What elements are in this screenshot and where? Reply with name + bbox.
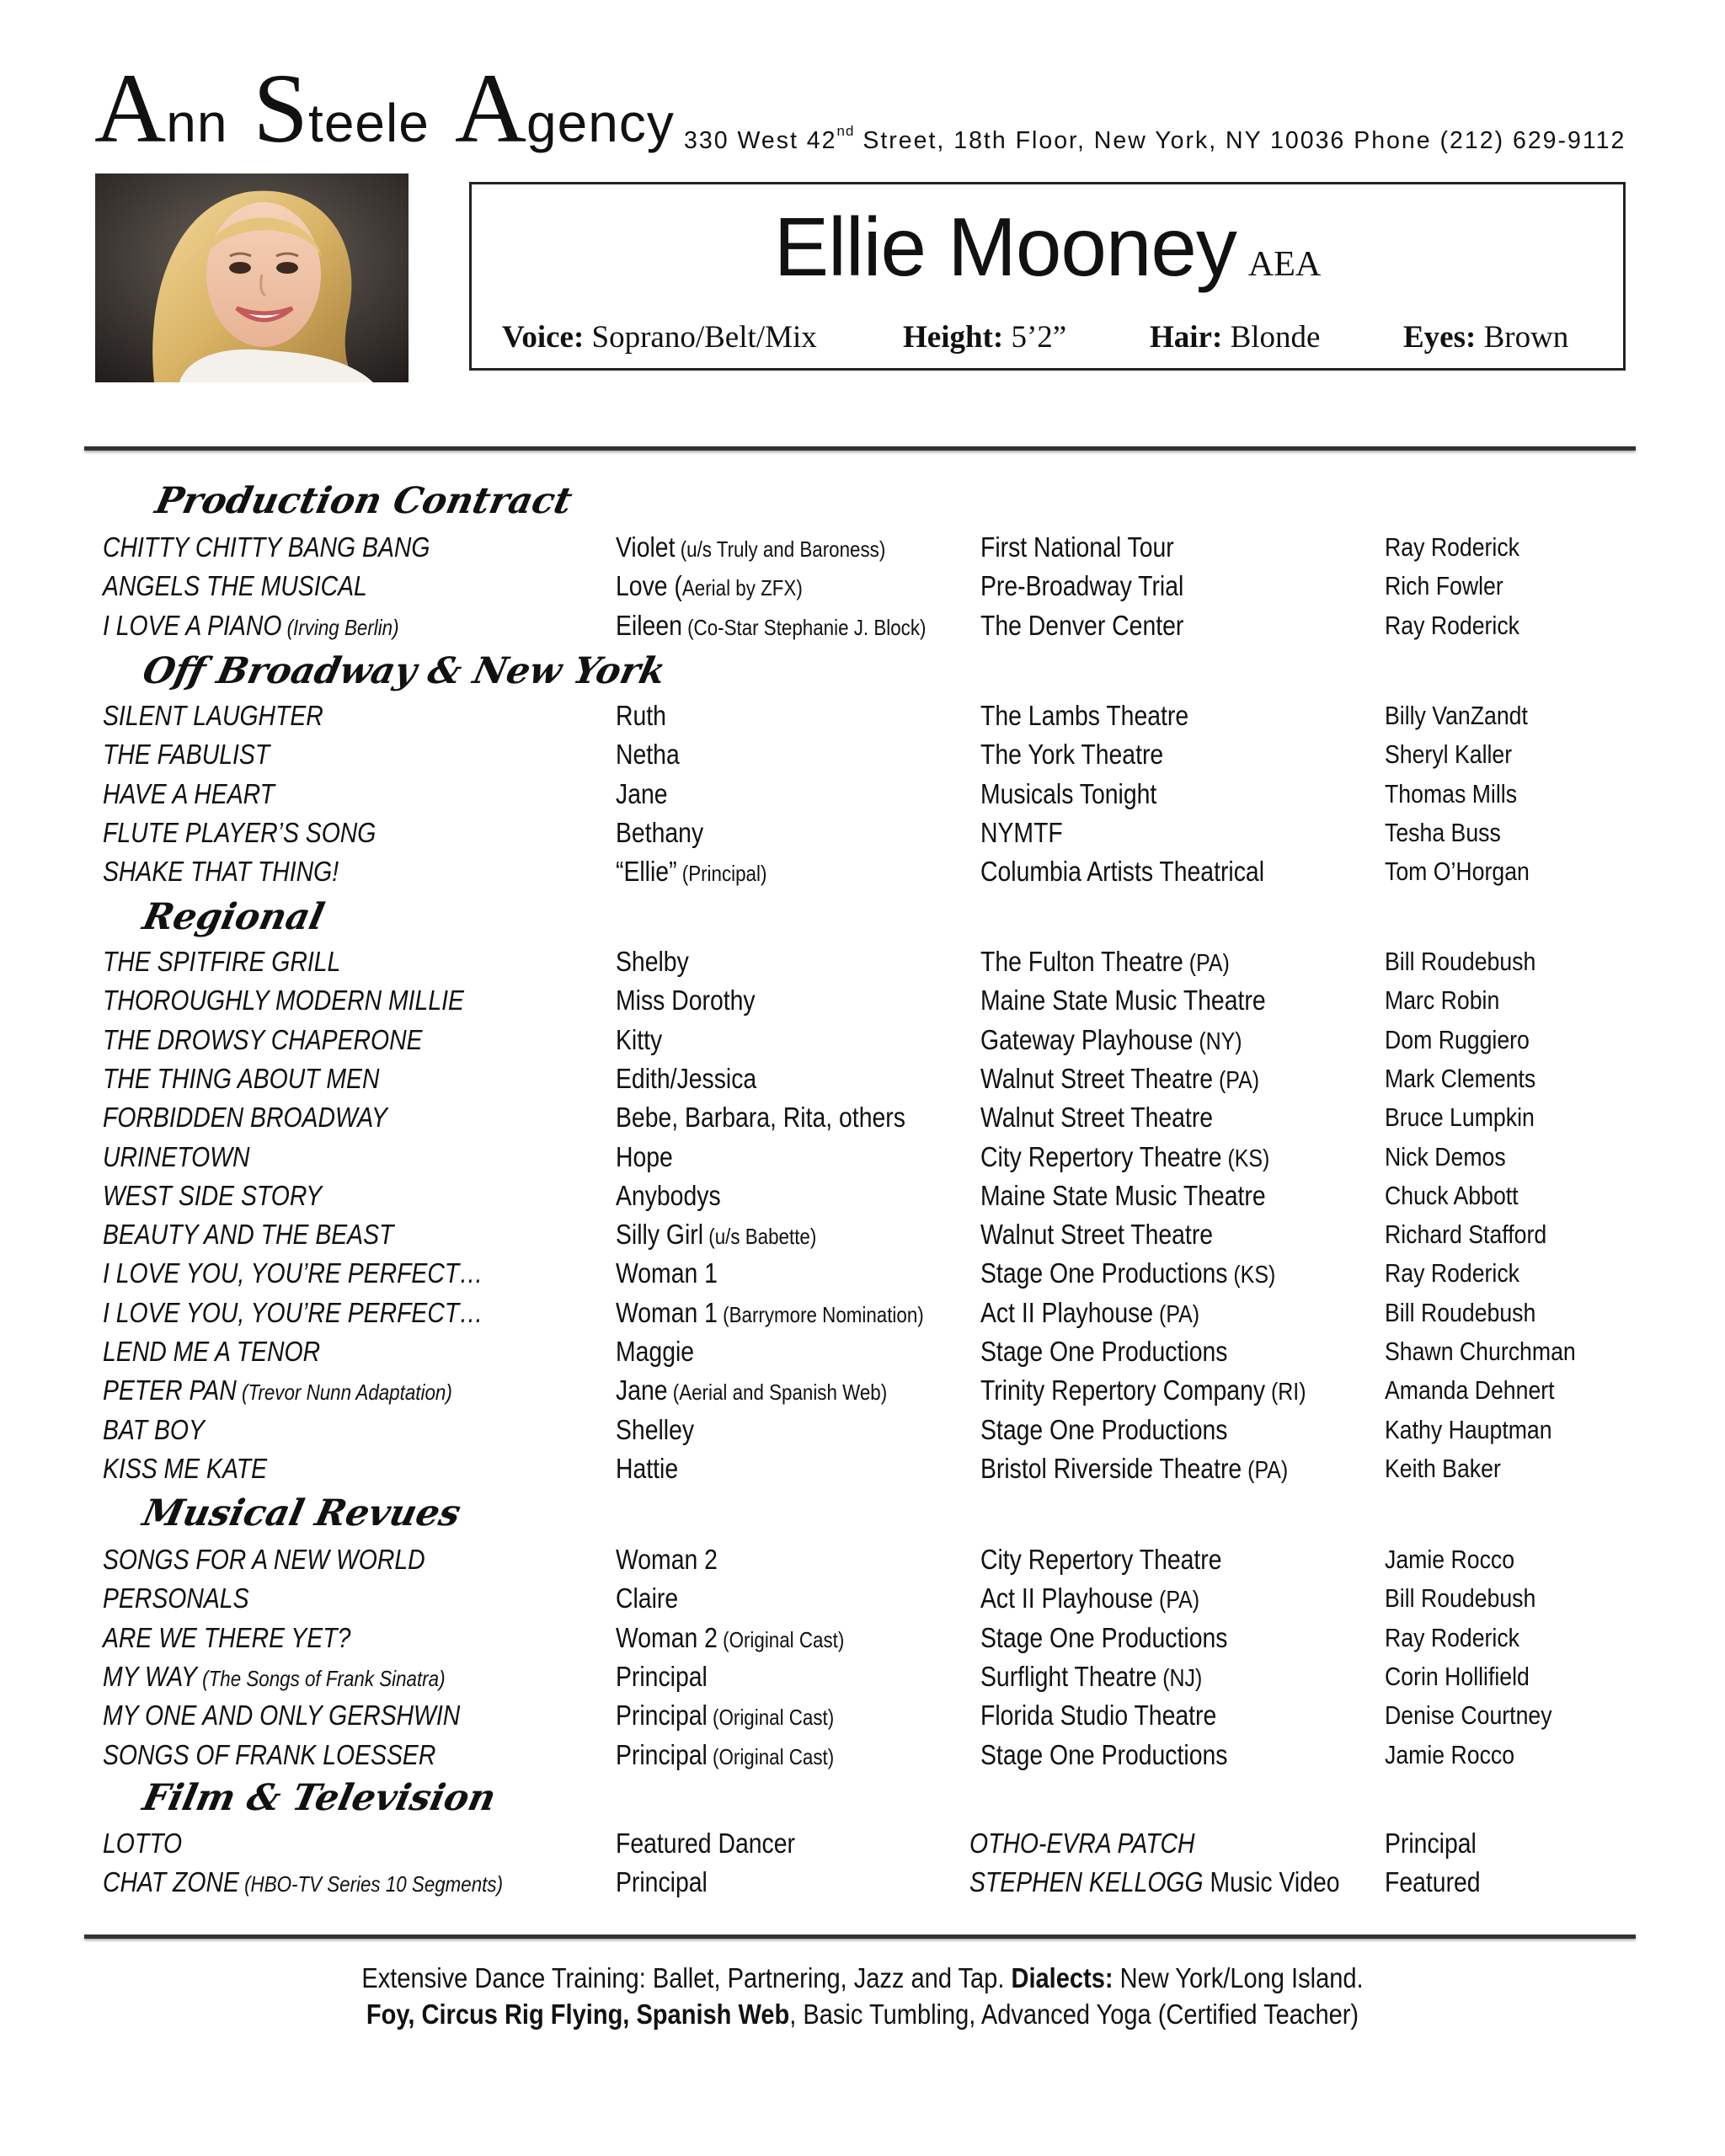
venue: The Denver Center — [980, 610, 1184, 641]
role: Principal (Original Cast) — [616, 1700, 835, 1731]
agency-word: teele — [308, 93, 430, 153]
union-affiliation: AEA — [1247, 245, 1322, 284]
role: “Ellie” (Principal) — [616, 856, 767, 887]
venue: The Lambs Theatre — [980, 700, 1189, 731]
show-title: THE DROWSY CHAPERONE — [103, 1024, 423, 1055]
film-role: Featured — [1385, 1866, 1481, 1897]
film-credit: STEPHEN KELLOGG Music Video — [969, 1866, 1340, 1897]
show-title: BAT BOY — [103, 1414, 205, 1445]
director: Billy VanZandt — [1385, 701, 1528, 730]
director: Ray Roderick — [1385, 1258, 1520, 1288]
venue: The Fulton Theatre (PA) — [980, 946, 1230, 977]
show-title: SILENT LAUGHTER — [103, 700, 323, 731]
director: Kathy Hauptman — [1385, 1415, 1552, 1444]
show-title: THE FABULIST — [103, 739, 270, 770]
stat-voice: Voice: Soprano/Belt/Mix — [502, 320, 817, 355]
director: Keith Baker — [1385, 1454, 1501, 1483]
show-title: I LOVE YOU, YOU’RE PERFECT… — [103, 1257, 483, 1289]
agency-initial: A — [94, 53, 167, 163]
credit-row — [0, 1294, 1725, 1333]
show-title: THE THING ABOUT MEN — [103, 1063, 380, 1094]
stat-eyes: Eyes: Brown — [1403, 320, 1569, 355]
show-title: MY ONE AND ONLY GERSHWIN — [103, 1700, 461, 1731]
director: Sheryl Kaller — [1385, 739, 1513, 769]
venue: Act II Playhouse (PA) — [980, 1297, 1200, 1328]
credit-row — [0, 1412, 1725, 1450]
role: Bebe, Barbara, Rita, others — [616, 1102, 905, 1133]
venue: Stage One Productions — [980, 1622, 1228, 1653]
actor-name: Ellie Mooney — [773, 200, 1236, 293]
role: Woman 1 (Barrymore Nomination) — [616, 1297, 924, 1328]
venue: Columbia Artists Theatrical — [980, 856, 1265, 887]
venue: Stage One Productions — [980, 1336, 1228, 1367]
director: Dom Ruggiero — [1385, 1025, 1530, 1054]
role: Shelby — [616, 946, 689, 977]
role: Netha — [616, 739, 680, 770]
venue: Walnut Street Theatre — [980, 1102, 1214, 1133]
agency-initial: S — [253, 53, 309, 163]
venue: Florida Studio Theatre — [980, 1700, 1217, 1731]
director: Tesha Buss — [1385, 818, 1501, 847]
film-role: Principal — [1385, 1828, 1477, 1859]
role: Violet (u/s Truly and Baroness) — [616, 531, 886, 563]
director: Thomas Mills — [1385, 779, 1518, 808]
show-title: PERSONALS — [103, 1582, 249, 1614]
venue: Maine State Music Theatre — [980, 1180, 1266, 1211]
credit-row — [0, 529, 1725, 568]
stat-hair: Hair: Blonde — [1150, 320, 1321, 355]
show-title: FLUTE PLAYER’S SONG — [103, 817, 377, 848]
director: Bruce Lumpkin — [1385, 1102, 1535, 1132]
show-title: HAVE A HEART — [103, 778, 275, 809]
venue: Pre-Broadway Trial — [980, 570, 1184, 601]
role: Ruth — [616, 700, 666, 731]
role: Featured Dancer — [616, 1828, 795, 1859]
show-title: URINETOWN — [103, 1141, 250, 1172]
section-title: Regional — [139, 896, 328, 938]
venue: Walnut Street Theatre (PA) — [980, 1063, 1260, 1094]
top-divider — [84, 446, 1636, 451]
director: Jamie Rocco — [1385, 1740, 1515, 1769]
credit-row — [0, 697, 1725, 736]
credit-row — [0, 1022, 1725, 1060]
director: Bill Roudebush — [1385, 1298, 1536, 1327]
credit-row — [0, 607, 1725, 646]
director: Marc Robin — [1385, 985, 1500, 1015]
director: Chuck Abbott — [1385, 1181, 1519, 1210]
show-title: I LOVE A PIANO (Irving Berlin) — [103, 610, 399, 641]
venue: Trinity Repertory Company (RI) — [980, 1374, 1306, 1406]
training-line: Extensive Dance Training: Ballet, Partnering, Jazz and Tap. Dialects: New York/Long Island. — [361, 1962, 1364, 1993]
credit-row — [0, 1372, 1725, 1411]
role: Anybodys — [616, 1180, 721, 1211]
stat-height: Height: 5’2” — [903, 320, 1067, 355]
agency-logo — [94, 53, 675, 163]
role: Jane — [616, 778, 668, 809]
show-title: CHITTY CHITTY BANG BANG — [103, 531, 430, 563]
credit-row — [0, 1541, 1725, 1580]
role: Silly Girl (u/s Babette) — [616, 1219, 817, 1250]
venue: Bristol Riverside Theatre (PA) — [980, 1453, 1289, 1484]
show-title: FORBIDDEN BROADWAY — [103, 1102, 387, 1133]
director: Nick Demos — [1385, 1142, 1506, 1171]
venue: Surflight Theatre (NJ) — [980, 1661, 1203, 1692]
role: Jane (Aerial and Spanish Web) — [616, 1374, 888, 1406]
role: Principal (Original Cast) — [616, 1739, 835, 1770]
role: Bethany — [616, 817, 704, 848]
venue: City Repertory Theatre — [980, 1544, 1222, 1575]
credit-row — [0, 1620, 1725, 1658]
venue: Maine State Music Theatre — [980, 985, 1266, 1016]
show-title: KISS ME KATE — [103, 1453, 268, 1484]
headshot-photo — [95, 173, 409, 382]
credit-row — [0, 1580, 1725, 1619]
director: Corin Hollifield — [1385, 1662, 1530, 1691]
headshot-photo-graphic — [95, 173, 409, 382]
venue: Act II Playhouse (PA) — [980, 1582, 1200, 1614]
role: Hattie — [616, 1453, 679, 1484]
role: Claire — [616, 1582, 679, 1614]
director: Ray Roderick — [1385, 532, 1520, 562]
credit-row — [0, 568, 1725, 606]
show-title: SONGS FOR A NEW WORLD — [103, 1544, 425, 1575]
credit-row — [0, 1450, 1725, 1489]
section-title: Film & Television — [139, 1777, 500, 1819]
role: Maggie — [616, 1336, 695, 1367]
show-title: ANGELS THE MUSICAL — [103, 570, 367, 601]
show-title: I LOVE YOU, YOU’RE PERFECT… — [103, 1297, 483, 1328]
credit-row — [0, 1060, 1725, 1099]
agency-word: gency — [526, 93, 675, 153]
credit-row — [0, 853, 1725, 892]
credit-row — [0, 736, 1725, 775]
role: Hope — [616, 1141, 673, 1172]
venue: The York Theatre — [980, 739, 1164, 770]
role: Eileen (Co-Star Stephanie J. Block) — [616, 610, 927, 641]
director: Shawn Churchman — [1385, 1337, 1576, 1366]
role: Principal — [616, 1661, 708, 1692]
credit-row — [0, 1099, 1725, 1138]
credit-row — [0, 943, 1725, 982]
show-title: ARE WE THERE YET? — [103, 1622, 351, 1653]
director: Bill Roudebush — [1385, 947, 1536, 976]
venue: Gateway Playhouse (NY) — [980, 1024, 1242, 1055]
role: Woman 2 (Original Cast) — [616, 1622, 845, 1653]
bottom-divider — [84, 1935, 1636, 1939]
credit-row — [0, 776, 1725, 814]
role: Edith/Jessica — [616, 1063, 757, 1094]
show-title: LOTTO — [103, 1828, 183, 1859]
actor-name-line — [472, 200, 1623, 295]
section-title: Production Contract — [152, 480, 576, 522]
venue: Walnut Street Theatre — [980, 1219, 1214, 1250]
role: Shelley — [616, 1414, 695, 1445]
director: Richard Stafford — [1385, 1219, 1547, 1249]
credit-row — [0, 814, 1725, 853]
actor-info-box — [469, 182, 1626, 371]
director: Tom O’Horgan — [1385, 857, 1530, 886]
venue: Stage One Productions — [980, 1739, 1228, 1770]
show-title: SHAKE THAT THING! — [103, 856, 339, 887]
role: Principal — [616, 1866, 708, 1897]
credit-row — [0, 1658, 1725, 1697]
credit-row — [0, 1255, 1725, 1294]
venue: City Repertory Theatre (KS) — [980, 1141, 1270, 1172]
venue: Musicals Tonight — [980, 778, 1157, 809]
role: Woman 1 — [616, 1257, 718, 1289]
venue: Stage One Productions — [980, 1414, 1228, 1445]
director: Bill Roudebush — [1385, 1583, 1536, 1613]
show-title: WEST SIDE STORY — [103, 1180, 323, 1211]
credit-row — [0, 1139, 1725, 1177]
director: Ray Roderick — [1385, 611, 1520, 640]
role: Miss Dorothy — [616, 985, 756, 1016]
show-title: BEAUTY AND THE BEAST — [103, 1219, 394, 1250]
director: Rich Fowler — [1385, 571, 1503, 600]
show-title: LEND ME A TENOR — [103, 1336, 321, 1367]
credit-row — [0, 982, 1725, 1021]
show-title: PETER PAN (Trevor Nunn Adaptation) — [103, 1374, 452, 1406]
section-title: Off Broadway & New York — [139, 650, 670, 692]
role: Love (Aerial by ZFX) — [616, 570, 803, 601]
agency-word: nn — [166, 93, 228, 153]
director: Ray Roderick — [1385, 1623, 1520, 1652]
credit-row — [0, 1825, 1725, 1864]
agency-initial: A — [454, 53, 527, 163]
show-title: MY WAY (The Songs of Frank Sinatra) — [103, 1661, 446, 1692]
show-title: THOROUGHLY MODERN MILLIE — [103, 985, 464, 1016]
credit-row — [0, 1737, 1725, 1775]
director: Denise Courtney — [1385, 1700, 1552, 1730]
director: Amanda Dehnert — [1385, 1375, 1555, 1405]
credit-row — [0, 1333, 1725, 1372]
agency-address: 330 West 42nd Street, 18th Floor, New York, NY 10036 Phone (212) 629-9112 — [684, 123, 1626, 154]
role: Woman 2 — [616, 1544, 718, 1575]
show-title: THE SPITFIRE GRILL — [103, 946, 341, 977]
credit-row — [0, 1177, 1725, 1216]
venue: NYMTF — [980, 817, 1063, 848]
role: Kitty — [616, 1024, 663, 1055]
show-title: SONGS OF FRANK LOESSER — [103, 1739, 436, 1770]
film-credit: OTHO-EVRA PATCH — [969, 1828, 1195, 1859]
show-title: CHAT ZONE (HBO-TV Series 10 Segments) — [103, 1866, 504, 1897]
section-title: Musical Revues — [139, 1492, 465, 1534]
director: Mark Clements — [1385, 1064, 1536, 1093]
skills-line: Foy, Circus Rig Flying, Spanish Web, Basic Tumbling, Advanced Yoga (Certified Teacher) — [366, 1999, 1359, 2030]
credit-row — [0, 1216, 1725, 1255]
venue: First National Tour — [980, 531, 1174, 563]
credit-row — [0, 1864, 1725, 1903]
director: Jamie Rocco — [1385, 1545, 1515, 1574]
credit-row — [0, 1697, 1725, 1736]
venue: Stage One Productions (KS) — [980, 1257, 1276, 1289]
